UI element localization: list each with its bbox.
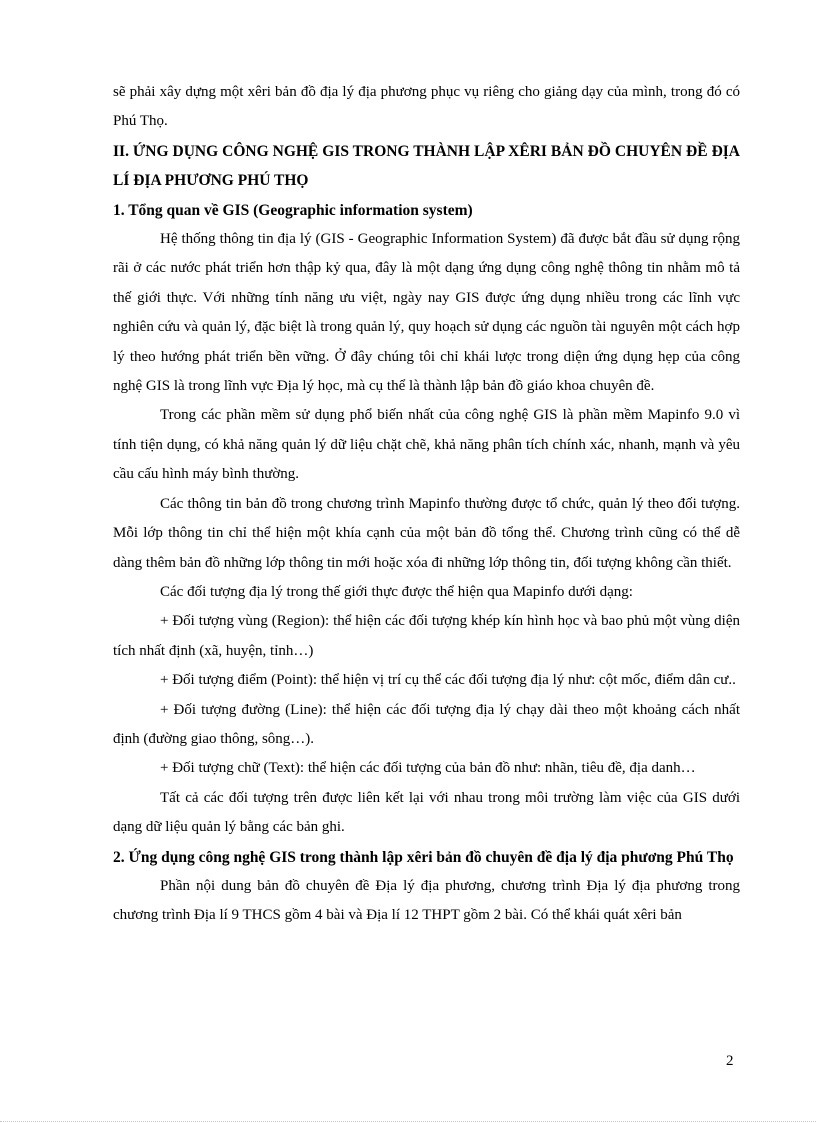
page-bottom-divider bbox=[0, 1121, 816, 1122]
paragraph-continuation: sẽ phải xây dựng một xêri bản đồ địa lý địa phương phục vụ riêng cho giảng dạy của mình, trong đó có Phú Thọ. bbox=[113, 84, 740, 130]
section-heading-ii: II. ỨNG DỤNG CÔNG NGHỆ GIS TRONG THÀNH LẬP XÊRI BẢN ĐỒ CHUYÊN ĐỀ ĐỊA LÍ ĐỊA PHƯƠNG PHÚ THỌ bbox=[113, 142, 740, 190]
paragraph-mapinfo-layers: Các thông tin bản đồ trong chương trình Mapinfo thường được tổ chức, quản lý theo đối tượng. Mỗi lớp thông tin chỉ thể hiện một khía cạnh của một bản đồ tổng thể. Chương trình cũng có thể dễ dàng thêm bản đồ những lớp thông tin mới hoặc xóa đi những lớp thông tin, đối tượng không cần thiết. bbox=[113, 495, 740, 571]
paragraph-gis-overview: Hệ thống thông tin địa lý (GIS - Geographic Information System) đã được bắt đầu sử dụng rộng rãi ở các nước phát triển hơn thập kỷ qua, đây là một dạng ứng dụng công nghệ thông tin nhằm mô tả thế giới thực. Với những tính năng ưu việt, ngày nay GIS được ứng dụng nhiều trong các lĩnh vực nghiên cứu và quản lý, đặc biệt là trong quản lý, quy hoạch sử dụng các nguồn tài nguyên một cách hợp lý theo hướng phát triển bền vững. Ở đây chúng tôi chỉ khái lược trong diện ứng dụng hẹp của công nghệ GIS là trong lĩnh vực Địa lý học, mà cụ thể là thành lập bản đồ giáo khoa chuyên đề. bbox=[113, 231, 740, 395]
list-item-region: + Đối tượng vùng (Region): thể hiện các đối tượng khép kín hình học và bao phủ một vùng diện tích nhất định (xã, huyện, tỉnh…) bbox=[113, 613, 740, 659]
paragraph-objects-linked: Tất cả các đối tượng trên được liên kết lại với nhau trong môi trường làm việc của GIS dưới dạng dữ liệu quản lý bằng các bản ghi. bbox=[113, 789, 740, 836]
paragraph-mapinfo: Trong các phần mềm sử dụng phổ biến nhất của công nghệ GIS là phần mềm Mapinfo 9.0 vì tính tiện dụng, có khả năng quản lý dữ liệu chặt chẽ, khả năng phân tích chính xác, nhanh, mạnh và yêu cầu cấu hình máy bình thường. bbox=[113, 407, 740, 483]
page-number: 2 bbox=[726, 1053, 734, 1069]
paragraph-object-types-intro: Các đối tượng địa lý trong thế giới thực được thể hiện qua Mapinfo dưới dạng: bbox=[160, 583, 633, 600]
page-content bbox=[113, 78, 740, 931]
list-item-line: + Đối tượng đường (Line): thể hiện các đối tượng địa lý chạy dài theo một khoảng cách nhất định (đường giao thông, sông…). bbox=[113, 701, 740, 747]
list-item-point: + Đối tượng điểm (Point): thể hiện vị trí cụ thể các đối tượng địa lý như: cột mốc, điểm dân cư.. bbox=[160, 672, 736, 689]
list-item-text: + Đối tượng chữ (Text): thể hiện các đối tượng của bản đồ như: nhãn, tiêu đề, địa danh… bbox=[160, 760, 696, 777]
subsection-heading-2: 2. Ứng dụng công nghệ GIS trong thành lập xêri bản đồ chuyên đề địa lý địa phương Phú Thọ bbox=[113, 848, 734, 866]
paragraph-map-content: Phần nội dung bản đồ chuyên đề Địa lý địa phương, chương trình Địa lý địa phương trong chương trình Địa lí 9 THCS gồm 4 bài và Địa lí 12 THPT gồm 2 bài. Có thể khái quát xêri bản bbox=[113, 877, 740, 924]
subsection-heading-1: 1. Tổng quan về GIS (Geographic information system) bbox=[113, 201, 473, 219]
